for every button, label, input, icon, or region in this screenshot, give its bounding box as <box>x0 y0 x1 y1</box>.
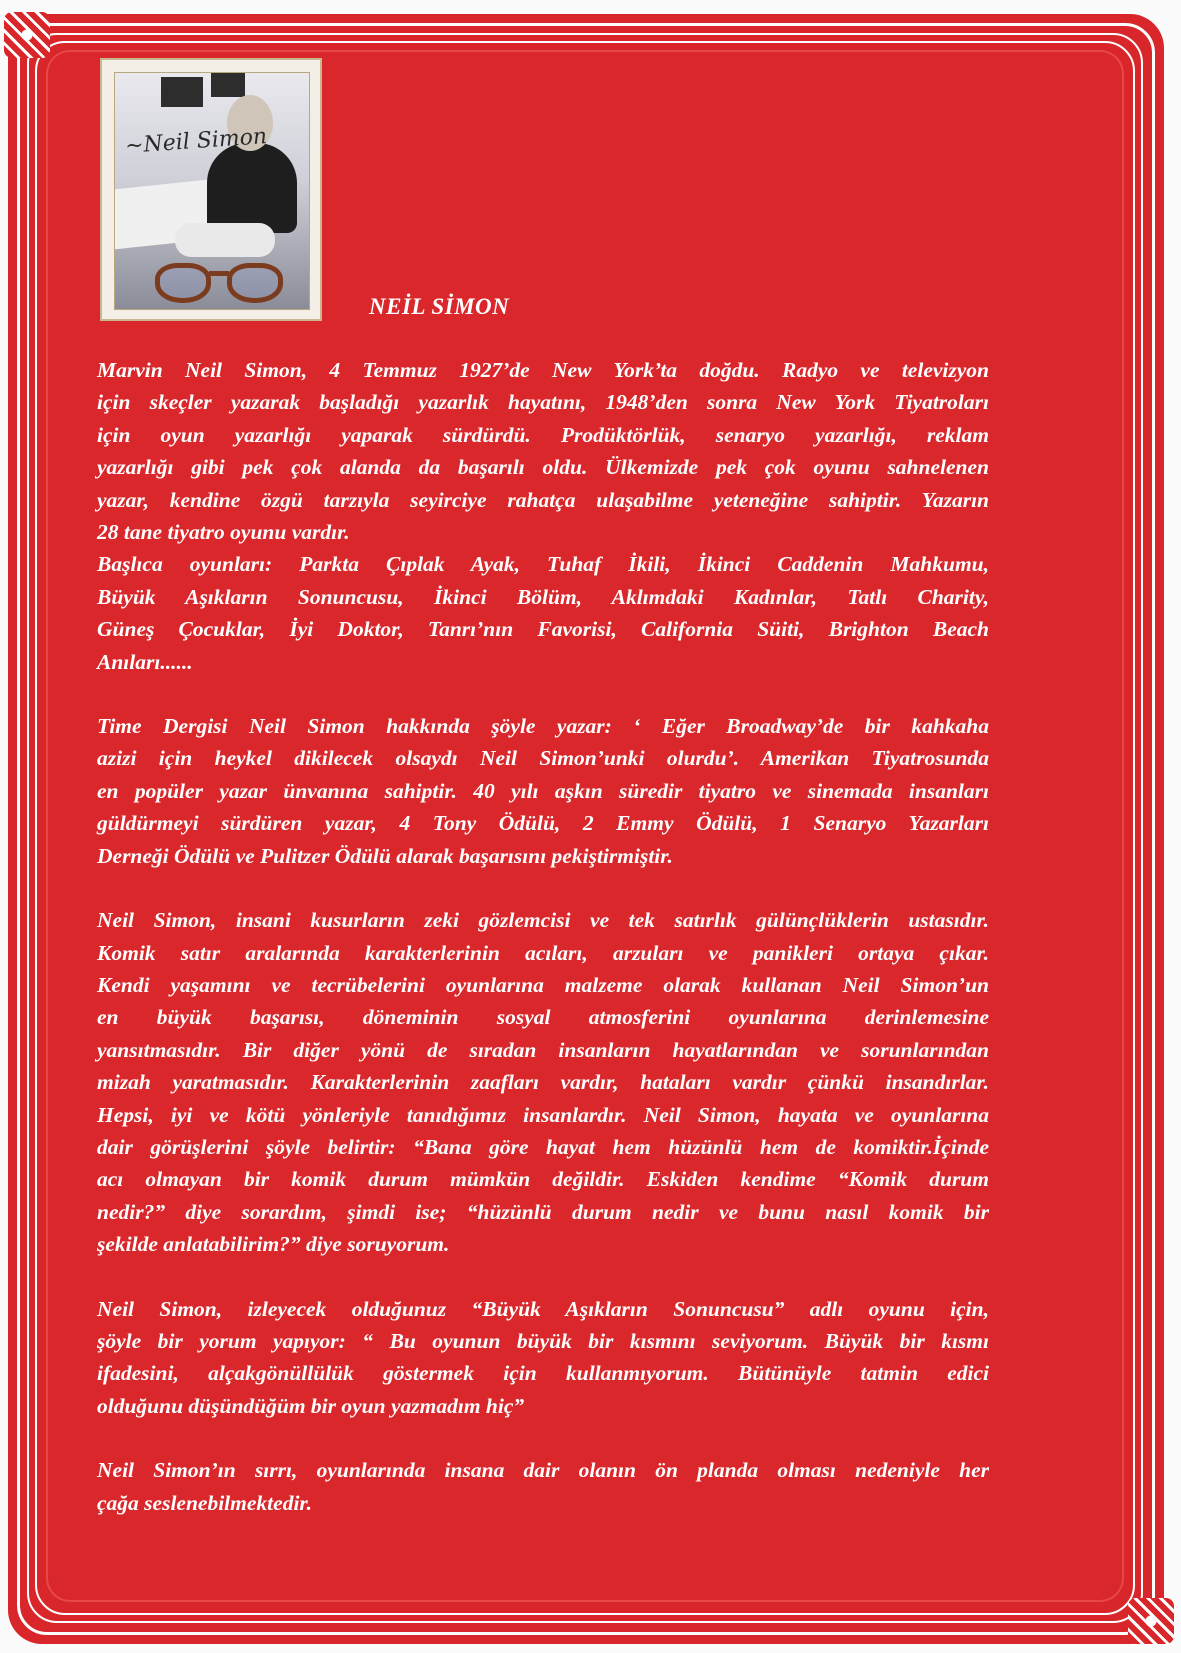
text-line: Neil Simon, insani kusurların zeki gözlemcisi ve tek satırlık gülünçlüklerin ustasıdır. <box>97 908 989 933</box>
text-line: olduğunu düşündüğüm bir oyun yazmadım hiç” <box>97 1393 525 1418</box>
text-line: güldürmeyi sürdüren yazar, 4 Tony Ödülü, 2 Emmy Ödülü, 1 Senaryo Yazarları <box>97 811 989 836</box>
text-line: yansıtmasıdır. Bir diğer yönü de sıradan insanların hayatlarından ve sorunlarından <box>97 1037 989 1062</box>
text-line: için skeçler yazarak başladığı yazarlık hayatını, 1948’den sonra New York Tiyatroları <box>97 390 989 415</box>
signature-icon: ~Neil Simon <box>124 124 268 159</box>
text-line: Güneş Çocuklar, İyi Doktor, Tanrı’nın Favorisi, California Süiti, Brighton Beach <box>97 617 989 642</box>
text-line: mizah yaratmasıdır. Karakterlerinin zaafları vardır, hataları vardır çünkü insandırlar. <box>97 1070 989 1095</box>
corner-ornament-icon <box>1128 1598 1174 1644</box>
corner-ornament-icon <box>4 12 50 58</box>
paragraph <box>97 354 989 548</box>
text-line: Neil Simon’ın sırrı, oyunlarında insana dair olanın ön planda olması nedeniyle her <box>97 1458 989 1483</box>
text-line: azizi için heykel dikilecek olsaydı Neil Simon’unki olurdu’. Amerikan Tiyatrosunda <box>97 746 989 771</box>
text-line: Derneği Ödülü ve Pulitzer Ödülü alarak başarısını pekiştirmiştir. <box>97 843 673 868</box>
text-line: Hepsi, iyi ve kötü yönleriyle tanıdığımız insanlardır. Neil Simon, hayata ve oyunlarına <box>97 1102 989 1127</box>
text-line: dair görüşlerini şöyle belirtir: “Bana göre hayat hem hüzünlü hem de komiktir.İçinde <box>97 1134 989 1159</box>
text-line: Neil Simon, izleyecek olduğunuz “Büyük Aşıkların Sonuncusu” adlı oyunu için, <box>97 1296 989 1321</box>
text-line: Anıları...... <box>97 649 193 674</box>
text-line: Başlıca oyunları: Parkta Çıplak Ayak, Tuhaf İkili, İkinci Caddenin Mahkumu, <box>97 552 989 577</box>
page-title: NEİL SİMON <box>369 294 510 319</box>
glasses-icon <box>155 263 211 303</box>
text-line: için oyun yazarlığı yaparak sürdürdü. Prodüktörlük, senaryo yazarlığı, reklam <box>97 422 989 447</box>
text-line: 28 tane tiyatro oyunu vardır. <box>97 520 350 545</box>
portrait-photo <box>114 72 310 310</box>
text-line: Time Dergisi Neil Simon hakkında şöyle yazar: ‘ Eğer Broadway’de bir kahkaha <box>97 714 989 739</box>
text-line: şekilde anlatabilirim?” diye soruyorum. <box>97 1232 450 1257</box>
text-line: Büyük Aşıkların Sonuncusu, İkinci Bölüm, Aklımdaki Kadınlar, Tatlı Charity, <box>97 584 989 609</box>
paragraph <box>97 1293 989 1423</box>
paragraph <box>97 710 989 872</box>
text-line: Kendi yaşamını ve tecrübelerini oyunlarına malzeme olarak kullanan Neil Simon’un <box>97 972 989 997</box>
paragraph <box>97 548 989 678</box>
text-line: Komik satır aralarında karakterlerinin acıları, arzuları ve panikleri ortaya çıkar. <box>97 940 989 965</box>
text-line: nedir?” diye sorardım, şimdi ise; “hüzünlü durum nedir ve bunu nasıl komik bir <box>97 1199 989 1224</box>
text-line: çağa seslenebilmektedir. <box>97 1490 312 1515</box>
author-photo <box>100 58 322 321</box>
text-line: ifadesini, alçakgönüllülük göstermek için kullanmıyorum. Bütünüyle tatmin edici <box>97 1361 989 1386</box>
text-line: acı olmayan bir komik durum mümkün değildir. Eskiden kendime “Komik durum <box>97 1167 989 1192</box>
text-line: yazarlığı gibi pek çok alanda da başarılı oldu. Ülkemizde pek çok oyunu sahnelenen <box>97 455 989 480</box>
paragraph <box>97 904 989 1260</box>
text-line: en popüler yazar ünvanına sahiptir. 40 yılı aşkın süredir tiyatro ve sinemada insanları <box>97 778 989 803</box>
text-line: en büyük başarısı, döneminin sosyal atmosferini oyunlarına derinlemesine <box>97 1005 989 1030</box>
biography-text <box>97 354 989 1519</box>
text-line: şöyle bir yorum yapıyor: “ Bu oyunun büyük bir kısmını seviyorum. Büyük bir kısmı <box>97 1328 989 1353</box>
paragraph <box>97 1454 989 1519</box>
text-line: yazar, kendine özgü tarzıyla seyirciye rahatça ulaşabilme yeteneğine sahiptir. Yazarın <box>97 487 989 512</box>
text-line: Marvin Neil Simon, 4 Temmuz 1927’de New York’ta doğdu. Radyo ve televizyon <box>97 358 989 382</box>
